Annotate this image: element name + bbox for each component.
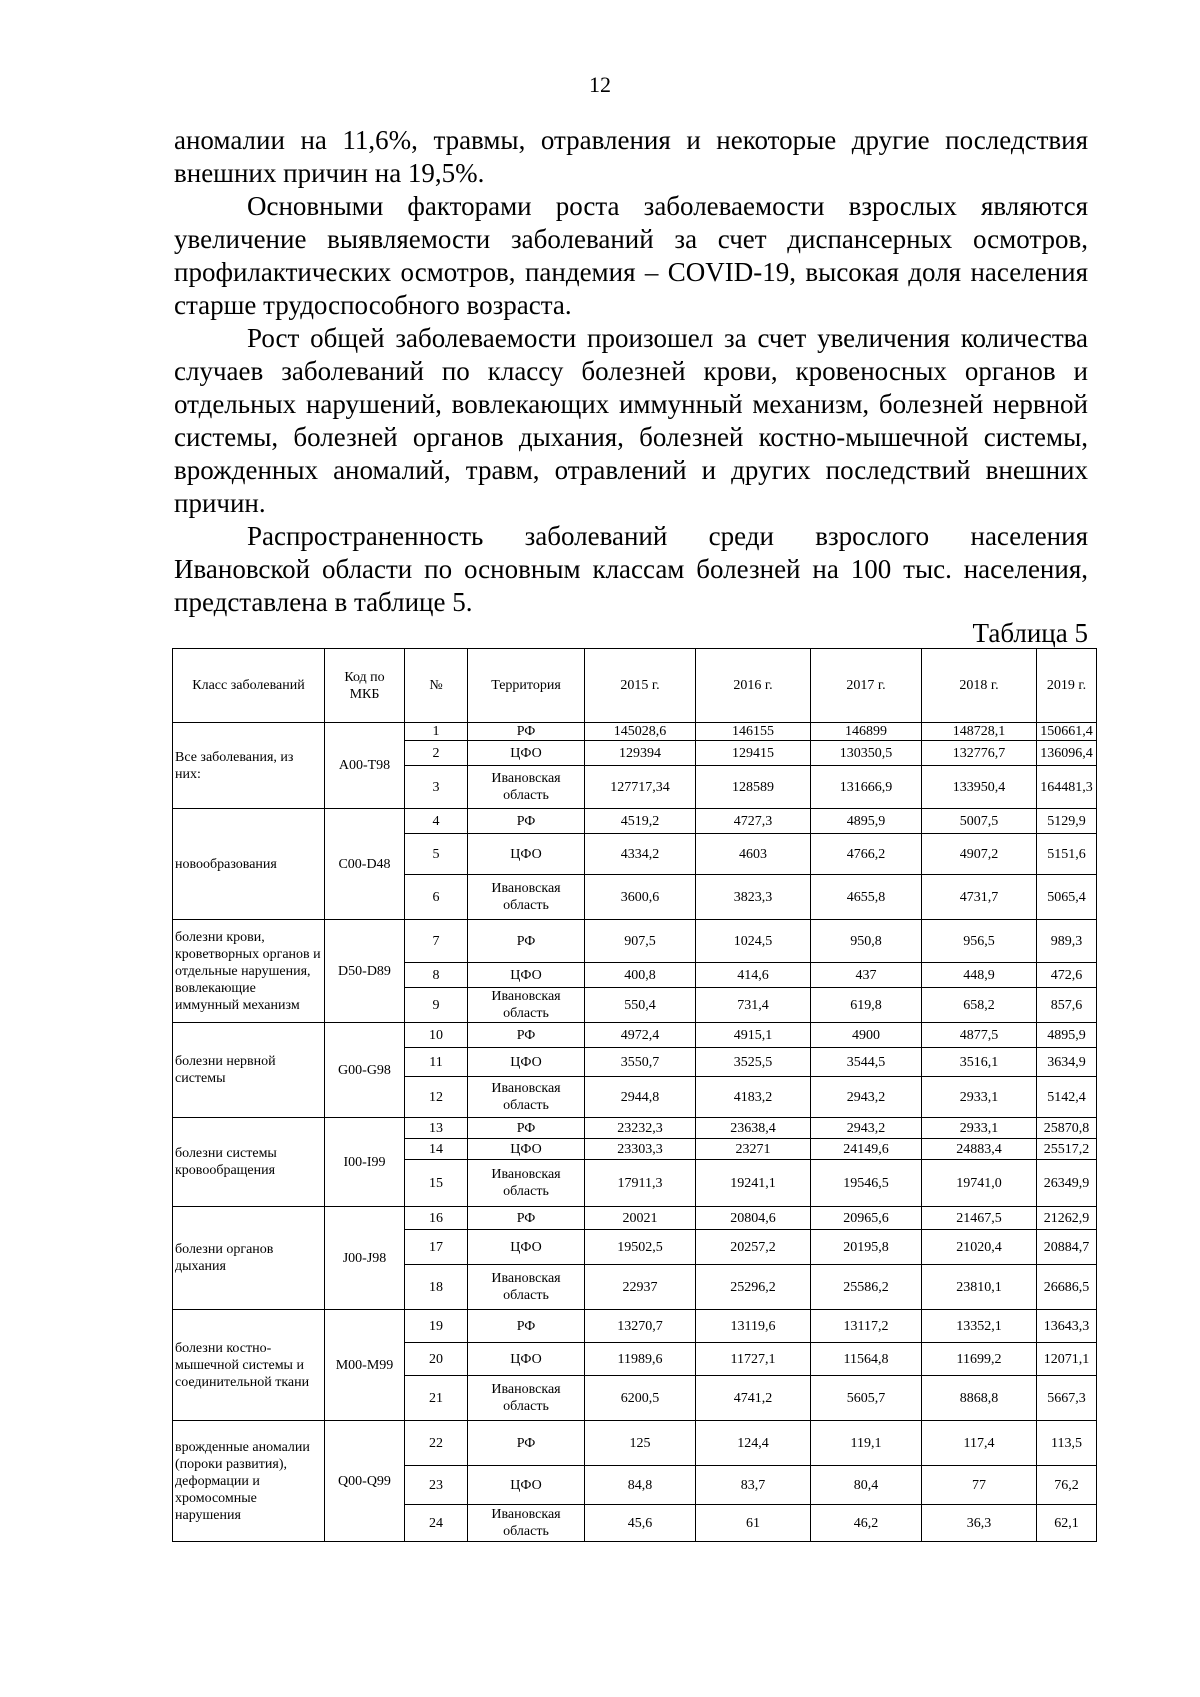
header-year-2019: 2019 г. [1037, 649, 1097, 723]
value-cell: 3634,9 [1037, 1048, 1097, 1077]
value-cell: 148728,1 [922, 723, 1037, 741]
value-cell: 950,8 [811, 920, 922, 963]
value-cell: 5065,4 [1037, 875, 1097, 920]
territory-cell: ЦФО [468, 1048, 585, 1077]
territory-cell: ЦФО [468, 741, 585, 766]
value-cell: 80,4 [811, 1466, 922, 1505]
value-cell: 4766,2 [811, 834, 922, 875]
value-cell: 132776,7 [922, 741, 1037, 766]
value-cell: 1024,5 [696, 920, 811, 963]
row-number-cell: 23 [405, 1466, 468, 1505]
value-cell: 131666,9 [811, 766, 922, 809]
value-cell: 4895,9 [1037, 1023, 1097, 1048]
value-cell: 26349,9 [1037, 1160, 1097, 1207]
territory-cell: Ивановская область [468, 1077, 585, 1118]
value-cell: 5151,6 [1037, 834, 1097, 875]
value-cell: 437 [811, 963, 922, 988]
value-cell: 62,1 [1037, 1505, 1097, 1542]
value-cell: 4972,4 [585, 1023, 696, 1048]
icd-code-cell: I00-I99 [325, 1118, 405, 1207]
value-cell: 2933,1 [922, 1118, 1037, 1139]
disease-table [172, 648, 1097, 1542]
territory-cell: РФ [468, 809, 585, 834]
row-number-cell: 15 [405, 1160, 468, 1207]
value-cell: 5667,3 [1037, 1376, 1097, 1421]
value-cell: 83,7 [696, 1466, 811, 1505]
row-number-cell: 16 [405, 1207, 468, 1230]
territory-cell: РФ [468, 1310, 585, 1343]
value-cell: 3600,6 [585, 875, 696, 920]
value-cell: 12071,1 [1037, 1343, 1097, 1376]
value-cell: 956,5 [922, 920, 1037, 963]
value-cell: 550,4 [585, 988, 696, 1023]
territory-cell: Ивановская область [468, 1505, 585, 1542]
row-number-cell: 20 [405, 1343, 468, 1376]
value-cell: 11699,2 [922, 1343, 1037, 1376]
value-cell: 11564,8 [811, 1343, 922, 1376]
value-cell: 113,5 [1037, 1421, 1097, 1466]
value-cell: 136096,4 [1037, 741, 1097, 766]
value-cell: 20021 [585, 1207, 696, 1230]
value-cell: 4895,9 [811, 809, 922, 834]
value-cell: 13643,3 [1037, 1310, 1097, 1343]
value-cell: 4334,2 [585, 834, 696, 875]
value-cell: 13117,2 [811, 1310, 922, 1343]
value-cell: 117,4 [922, 1421, 1037, 1466]
value-cell: 11989,6 [585, 1343, 696, 1376]
value-cell: 21467,5 [922, 1207, 1037, 1230]
value-cell: 146155 [696, 723, 811, 741]
value-cell: 619,8 [811, 988, 922, 1023]
value-cell: 20965,6 [811, 1207, 922, 1230]
value-cell: 129394 [585, 741, 696, 766]
row-number-cell: 12 [405, 1077, 468, 1118]
value-cell: 133950,4 [922, 766, 1037, 809]
value-cell: 25517,2 [1037, 1139, 1097, 1160]
table-row [173, 1207, 1097, 1230]
icd-code-cell: G00-G98 [325, 1023, 405, 1118]
value-cell: 23303,3 [585, 1139, 696, 1160]
value-cell: 119,1 [811, 1421, 922, 1466]
value-cell: 857,6 [1037, 988, 1097, 1023]
value-cell: 45,6 [585, 1505, 696, 1542]
value-cell: 25870,8 [1037, 1118, 1097, 1139]
header-year-2017: 2017 г. [811, 649, 922, 723]
value-cell: 84,8 [585, 1466, 696, 1505]
value-cell: 20884,7 [1037, 1230, 1097, 1265]
value-cell: 4907,2 [922, 834, 1037, 875]
icd-code-cell: Q00-Q99 [325, 1421, 405, 1542]
value-cell: 5605,7 [811, 1376, 922, 1421]
value-cell: 4741,2 [696, 1376, 811, 1421]
value-cell: 414,6 [696, 963, 811, 988]
table-body [173, 723, 1097, 1542]
value-cell: 4655,8 [811, 875, 922, 920]
territory-cell: Ивановская область [468, 766, 585, 809]
value-cell: 989,3 [1037, 920, 1097, 963]
value-cell: 25296,2 [696, 1265, 811, 1310]
header-code: Код по МКБ [325, 649, 405, 723]
paragraph-1: аномалии на 11,6%, травмы, отравления и некоторые другие последствия внешних причин на 19,5%. [174, 125, 1088, 188]
row-number-cell: 7 [405, 920, 468, 963]
value-cell: 4900 [811, 1023, 922, 1048]
value-cell: 5007,5 [922, 809, 1037, 834]
territory-cell: Ивановская область [468, 1376, 585, 1421]
value-cell: 3525,5 [696, 1048, 811, 1077]
value-cell: 146899 [811, 723, 922, 741]
value-cell: 400,8 [585, 963, 696, 988]
value-cell: 3516,1 [922, 1048, 1037, 1077]
value-cell: 13352,1 [922, 1310, 1037, 1343]
disease-class-cell: новообразования [173, 809, 325, 920]
value-cell: 128589 [696, 766, 811, 809]
value-cell: 76,2 [1037, 1466, 1097, 1505]
disease-class-cell: болезни системы кровообращения [173, 1118, 325, 1207]
icd-code-cell: A00-T98 [325, 723, 405, 809]
row-number-cell: 14 [405, 1139, 468, 1160]
territory-cell: РФ [468, 1118, 585, 1139]
value-cell: 130350,5 [811, 741, 922, 766]
value-cell: 13119,6 [696, 1310, 811, 1343]
value-cell: 4727,3 [696, 809, 811, 834]
value-cell: 13270,7 [585, 1310, 696, 1343]
row-number-cell: 10 [405, 1023, 468, 1048]
value-cell: 3544,5 [811, 1048, 922, 1077]
value-cell: 25586,2 [811, 1265, 922, 1310]
value-cell: 5129,9 [1037, 809, 1097, 834]
paragraph-3: Рост общей заболеваемости произошел за счет увеличения количества случаев заболеваний по классу болезней крови, кровеносных органов и отдельных нарушений, вовлекающих иммунный механизм, болезней нервной системы, болезней органов дыхания, болезней костно-мышечной системы, врожденных аномалий, травм, отравлений и других последствий внешних причин. [174, 323, 1088, 518]
value-cell: 4603 [696, 834, 811, 875]
territory-cell: ЦФО [468, 1466, 585, 1505]
value-cell: 127717,34 [585, 766, 696, 809]
value-cell: 3823,3 [696, 875, 811, 920]
territory-cell: Ивановская область [468, 1265, 585, 1310]
value-cell: 2943,2 [811, 1077, 922, 1118]
paragraph-2: Основными факторами роста заболеваемости взрослых являются увеличение выявляемости заболеваний за счет диспансерных осмотров, профилактических осмотров, пандемия – COVID-19, высокая доля населения старше трудоспособного возраста. [174, 191, 1088, 320]
table-header-row [173, 649, 1097, 723]
value-cell: 5142,4 [1037, 1077, 1097, 1118]
page-number: 12 [589, 72, 611, 97]
row-number-cell: 2 [405, 741, 468, 766]
territory-cell: ЦФО [468, 1139, 585, 1160]
territory-cell: РФ [468, 1023, 585, 1048]
header-year-2016: 2016 г. [696, 649, 811, 723]
value-cell: 23271 [696, 1139, 811, 1160]
row-number-cell: 17 [405, 1230, 468, 1265]
territory-cell: РФ [468, 1421, 585, 1466]
icd-code-cell: M00-M99 [325, 1310, 405, 1421]
value-cell: 17911,3 [585, 1160, 696, 1207]
row-number-cell: 11 [405, 1048, 468, 1077]
disease-class-cell: Все заболевания, из них: [173, 723, 325, 809]
row-number-cell: 1 [405, 723, 468, 741]
row-number-cell: 19 [405, 1310, 468, 1343]
value-cell: 731,4 [696, 988, 811, 1023]
value-cell: 125 [585, 1421, 696, 1466]
territory-cell: ЦФО [468, 963, 585, 988]
value-cell: 145028,6 [585, 723, 696, 741]
value-cell: 907,5 [585, 920, 696, 963]
table-caption: Таблица 5 [972, 618, 1088, 648]
value-cell: 21262,9 [1037, 1207, 1097, 1230]
disease-class-cell: болезни органов дыхания [173, 1207, 325, 1310]
value-cell: 6200,5 [585, 1376, 696, 1421]
value-cell: 23232,3 [585, 1118, 696, 1139]
value-cell: 129415 [696, 741, 811, 766]
header-territory: Территория [468, 649, 585, 723]
value-cell: 8868,8 [922, 1376, 1037, 1421]
territory-cell: ЦФО [468, 1230, 585, 1265]
row-number-cell: 18 [405, 1265, 468, 1310]
value-cell: 2943,2 [811, 1118, 922, 1139]
row-number-cell: 22 [405, 1421, 468, 1466]
value-cell: 472,6 [1037, 963, 1097, 988]
value-cell: 658,2 [922, 988, 1037, 1023]
value-cell: 22937 [585, 1265, 696, 1310]
value-cell: 19241,1 [696, 1160, 811, 1207]
table-row [173, 809, 1097, 834]
body-text [174, 124, 1088, 619]
territory-cell: Ивановская область [468, 875, 585, 920]
territory-cell: Ивановская область [468, 1160, 585, 1207]
disease-class-cell: болезни нервной системы [173, 1023, 325, 1118]
icd-code-cell: J00-J98 [325, 1207, 405, 1310]
value-cell: 4183,2 [696, 1077, 811, 1118]
table-row [173, 1118, 1097, 1139]
table-row [173, 920, 1097, 963]
value-cell: 4915,1 [696, 1023, 811, 1048]
row-number-cell: 21 [405, 1376, 468, 1421]
value-cell: 36,3 [922, 1505, 1037, 1542]
value-cell: 23638,4 [696, 1118, 811, 1139]
row-number-cell: 13 [405, 1118, 468, 1139]
value-cell: 21020,4 [922, 1230, 1037, 1265]
value-cell: 19502,5 [585, 1230, 696, 1265]
icd-code-cell: D50-D89 [325, 920, 405, 1023]
disease-class-cell: врожденные аномалии (пороки развития), деформации и хромосомные нарушения [173, 1421, 325, 1542]
value-cell: 20804,6 [696, 1207, 811, 1230]
territory-cell: РФ [468, 1207, 585, 1230]
territory-cell: РФ [468, 920, 585, 963]
value-cell: 2944,8 [585, 1077, 696, 1118]
icd-code-cell: C00-D48 [325, 809, 405, 920]
value-cell: 448,9 [922, 963, 1037, 988]
value-cell: 26686,5 [1037, 1265, 1097, 1310]
value-cell: 24883,4 [922, 1139, 1037, 1160]
value-cell: 23810,1 [922, 1265, 1037, 1310]
table-row [173, 1310, 1097, 1343]
row-number-cell: 5 [405, 834, 468, 875]
row-number-cell: 8 [405, 963, 468, 988]
row-number-cell: 6 [405, 875, 468, 920]
value-cell: 4519,2 [585, 809, 696, 834]
header-num: № [405, 649, 468, 723]
value-cell: 19546,5 [811, 1160, 922, 1207]
value-cell: 164481,3 [1037, 766, 1097, 809]
value-cell: 24149,6 [811, 1139, 922, 1160]
territory-cell: ЦФО [468, 1343, 585, 1376]
value-cell: 61 [696, 1505, 811, 1542]
row-number-cell: 24 [405, 1505, 468, 1542]
paragraph-4: Распространенность заболеваний среди взрослого населения Ивановской области по основным классам болезней на 100 тыс. населения, представлена в таблице 5. [174, 521, 1088, 617]
row-number-cell: 4 [405, 809, 468, 834]
row-number-cell: 3 [405, 766, 468, 809]
value-cell: 77 [922, 1466, 1037, 1505]
territory-cell: Ивановская область [468, 988, 585, 1023]
value-cell: 124,4 [696, 1421, 811, 1466]
value-cell: 2933,1 [922, 1077, 1037, 1118]
disease-class-cell: болезни костно-мышечной системы и соединительной ткани [173, 1310, 325, 1421]
value-cell: 11727,1 [696, 1343, 811, 1376]
value-cell: 3550,7 [585, 1048, 696, 1077]
territory-cell: ЦФО [468, 834, 585, 875]
value-cell: 46,2 [811, 1505, 922, 1542]
header-year-2018: 2018 г. [922, 649, 1037, 723]
value-cell: 20257,2 [696, 1230, 811, 1265]
header-class: Класс заболеваний [173, 649, 325, 723]
territory-cell: РФ [468, 723, 585, 741]
value-cell: 19741,0 [922, 1160, 1037, 1207]
disease-class-cell: болезни крови, кроветворных органов и отдельные нарушения, вовлекающие иммунный механизм [173, 920, 325, 1023]
table-row [173, 1023, 1097, 1048]
value-cell: 20195,8 [811, 1230, 922, 1265]
value-cell: 4877,5 [922, 1023, 1037, 1048]
value-cell: 150661,4 [1037, 723, 1097, 741]
header-year-2015: 2015 г. [585, 649, 696, 723]
row-number-cell: 9 [405, 988, 468, 1023]
table-row [173, 723, 1097, 741]
value-cell: 4731,7 [922, 875, 1037, 920]
table-row [173, 1421, 1097, 1466]
